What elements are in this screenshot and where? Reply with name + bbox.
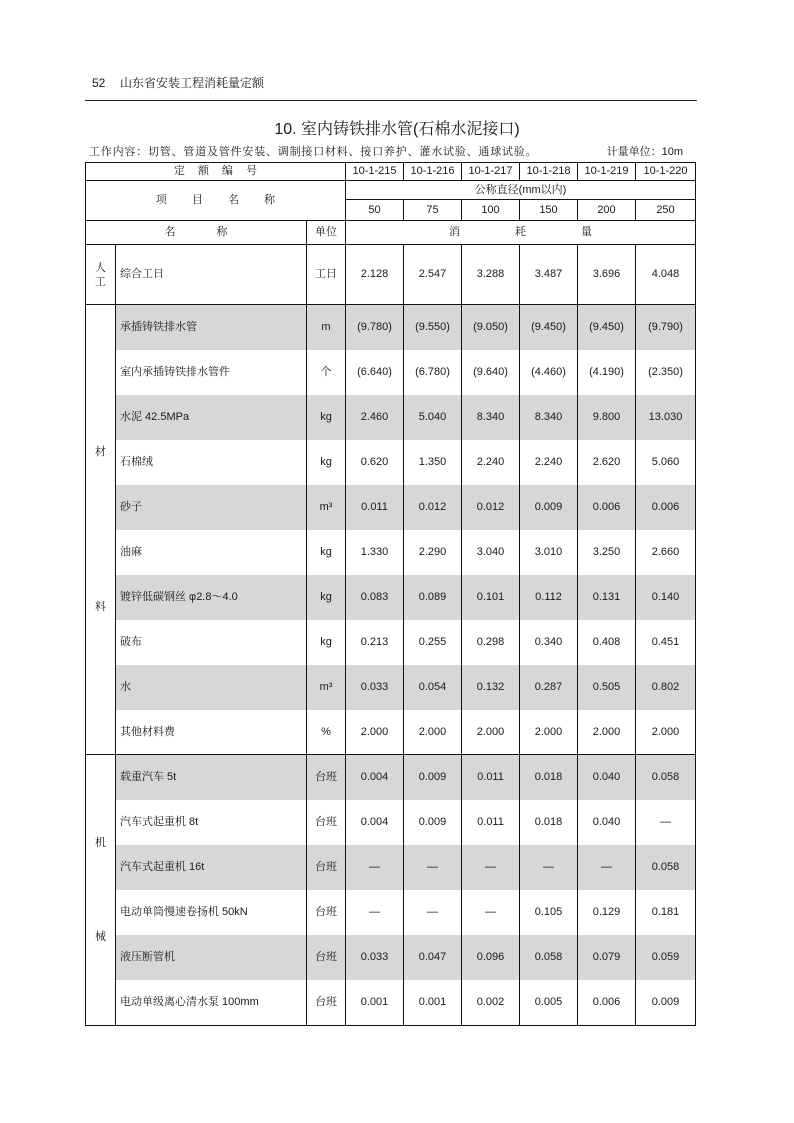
nominal-diameter: 250 [636, 200, 695, 221]
materials-item-value: 0.083 [346, 575, 404, 620]
name-column-header: 名 称 [86, 221, 307, 245]
materials-item-value: 2.240 [462, 440, 520, 485]
materials-item-value: 0.006 [636, 485, 695, 530]
materials-item-value: 0.620 [346, 440, 404, 485]
measure-unit: 计量单位：10m [606, 146, 683, 158]
materials-item-value: (2.350) [636, 350, 695, 395]
materials-item-value: 0.802 [636, 665, 695, 710]
category-materials-char: 料 [95, 600, 106, 613]
machinery-item-name: 电动单级离心清水泵 100mm [116, 980, 307, 1025]
materials-item-value: 2.620 [578, 440, 636, 485]
materials-item-value: 2.000 [520, 710, 578, 755]
machinery-item-value: 0.018 [520, 800, 578, 845]
nominal-diameter: 75 [404, 200, 462, 221]
materials-item-value: 2.000 [462, 710, 520, 755]
item-name-label: 项 目 名 称 [86, 181, 346, 221]
machinery-item-value: — [346, 845, 404, 890]
machinery-item-value: 0.002 [462, 980, 520, 1025]
header-divider [85, 100, 697, 101]
materials-item-value: 1.330 [346, 530, 404, 575]
machinery-item-name: 汽车式起重机 8t [116, 800, 307, 845]
quota-code: 10-1-215 [346, 163, 404, 181]
machinery-item-value: 0.006 [578, 980, 636, 1025]
machinery-item-value: 0.009 [404, 800, 462, 845]
quota-code: 10-1-218 [520, 163, 578, 181]
materials-item-value: (4.460) [520, 350, 578, 395]
materials-item-name: 水泥 42.5MPa [116, 395, 307, 440]
materials-item-value: 8.340 [462, 395, 520, 440]
materials-item-unit: kg [307, 440, 346, 485]
materials-item-value: 3.040 [462, 530, 520, 575]
labor-item-name: 综合工日 [116, 245, 307, 305]
machinery-item-value: 0.011 [462, 800, 520, 845]
materials-item-value: 0.089 [404, 575, 462, 620]
materials-item-value: 13.030 [636, 395, 695, 440]
labor-item-value: 3.487 [520, 245, 578, 305]
materials-item-value: 5.040 [404, 395, 462, 440]
machinery-item-unit: 台班 [307, 845, 346, 890]
materials-item-name: 水 [116, 665, 307, 710]
nominal-diameter-label: 公称直径(mm以内) [346, 181, 695, 200]
quota-code: 10-1-216 [404, 163, 462, 181]
nominal-diameter: 100 [462, 200, 520, 221]
materials-item-value: 0.132 [462, 665, 520, 710]
consumption-column-header: 消 耗 量 [346, 221, 695, 245]
machinery-item-unit: 台班 [307, 755, 346, 800]
machinery-item-value: 0.001 [404, 980, 462, 1025]
materials-item-unit: % [307, 710, 346, 755]
materials-item-name: 砂子 [116, 485, 307, 530]
machinery-item-value: 0.004 [346, 800, 404, 845]
materials-item-unit: m³ [307, 485, 346, 530]
materials-item-value: (9.780) [346, 305, 404, 350]
materials-item-value: 0.213 [346, 620, 404, 665]
labor-item-unit: 工日 [307, 245, 346, 305]
category-machinery-char: 机 [95, 836, 106, 849]
category-machinery-char: 械 [95, 931, 106, 944]
materials-item-value: (9.450) [520, 305, 578, 350]
materials-item-value: 0.287 [520, 665, 578, 710]
materials-item-value: 0.131 [578, 575, 636, 620]
quota-code: 10-1-219 [578, 163, 636, 181]
materials-item-value: 0.101 [462, 575, 520, 620]
materials-item-value: 0.009 [520, 485, 578, 530]
machinery-item-value: 0.018 [520, 755, 578, 800]
machinery-item-value: 0.033 [346, 935, 404, 980]
materials-item-value: (9.550) [404, 305, 462, 350]
materials-item-name: 石棉绒 [116, 440, 307, 485]
machinery-item-value: 0.058 [636, 755, 695, 800]
machinery-item-value: 0.040 [578, 755, 636, 800]
machinery-item-value: 0.181 [636, 890, 695, 935]
labor-item-value: 2.547 [404, 245, 462, 305]
quota-code-label: 定 额 编 号 [86, 163, 346, 181]
materials-item-value: 3.010 [520, 530, 578, 575]
machinery-item-value: 0.011 [462, 755, 520, 800]
materials-item-value: 2.000 [346, 710, 404, 755]
category-labor-char: 人 [95, 261, 106, 274]
machinery-item-value: 0.059 [636, 935, 695, 980]
machinery-item-value: — [462, 845, 520, 890]
materials-item-value: 3.250 [578, 530, 636, 575]
category-materials [86, 305, 116, 755]
materials-item-value: 0.012 [462, 485, 520, 530]
materials-item-unit: kg [307, 395, 346, 440]
machinery-item-unit: 台班 [307, 890, 346, 935]
materials-item-value: 0.340 [520, 620, 578, 665]
materials-item-value: (6.780) [404, 350, 462, 395]
materials-item-value: (6.640) [346, 350, 404, 395]
materials-item-value: (9.790) [636, 305, 695, 350]
materials-item-name: 破布 [116, 620, 307, 665]
materials-item-value: 0.505 [578, 665, 636, 710]
machinery-item-value: — [404, 890, 462, 935]
unit-column-header: 单位 [307, 221, 346, 245]
quota-table [86, 163, 695, 1025]
machinery-item-value: — [346, 890, 404, 935]
materials-item-value: 0.140 [636, 575, 695, 620]
materials-item-value: 0.298 [462, 620, 520, 665]
labor-item-value: 3.288 [462, 245, 520, 305]
materials-item-unit: kg [307, 620, 346, 665]
section-title: 10. 室内铸铁排水管(石棉水泥接口) [274, 121, 520, 138]
materials-item-value: 0.451 [636, 620, 695, 665]
machinery-item-value: 0.001 [346, 980, 404, 1025]
materials-item-value: 2.290 [404, 530, 462, 575]
machinery-item-value: 0.079 [578, 935, 636, 980]
materials-item-value: (9.450) [578, 305, 636, 350]
machinery-item-value: — [520, 845, 578, 890]
machinery-item-value: — [578, 845, 636, 890]
materials-item-name: 承插铸铁排水管 [116, 305, 307, 350]
labor-item-value: 4.048 [636, 245, 695, 305]
machinery-item-name: 电动单筒慢速卷扬机 50kN [116, 890, 307, 935]
machinery-item-value: 0.058 [636, 845, 695, 890]
quota-code: 10-1-217 [462, 163, 520, 181]
materials-item-value: (9.050) [462, 305, 520, 350]
machinery-item-unit: 台班 [307, 980, 346, 1025]
materials-item-value: 2.000 [578, 710, 636, 755]
machinery-item-value: 0.129 [578, 890, 636, 935]
quota-code: 10-1-220 [636, 163, 695, 181]
materials-item-unit: kg [307, 530, 346, 575]
machinery-item-name: 液压断管机 [116, 935, 307, 980]
machinery-item-value: 0.096 [462, 935, 520, 980]
materials-item-name: 镀锌低碳钢丝 φ2.8～4.0 [116, 575, 307, 620]
materials-item-value: (9.640) [462, 350, 520, 395]
machinery-item-value: 0.040 [578, 800, 636, 845]
materials-item-value: 1.350 [404, 440, 462, 485]
materials-item-value: 0.408 [578, 620, 636, 665]
materials-item-unit: m³ [307, 665, 346, 710]
book-title: 山东省安装工程消耗量定额 [120, 76, 265, 90]
labor-item-value: 3.696 [578, 245, 636, 305]
nominal-diameter: 150 [520, 200, 578, 221]
nominal-diameter: 200 [578, 200, 636, 221]
category-labor [86, 245, 116, 305]
machinery-item-value: 0.004 [346, 755, 404, 800]
machinery-item-value: 0.009 [636, 980, 695, 1025]
materials-item-value: 0.054 [404, 665, 462, 710]
materials-item-value: 2.000 [404, 710, 462, 755]
page-number: 52 [92, 76, 106, 90]
machinery-item-value: — [462, 890, 520, 935]
materials-item-value: 2.000 [636, 710, 695, 755]
machinery-item-value: — [636, 800, 695, 845]
materials-item-value: 0.006 [578, 485, 636, 530]
materials-item-unit: 个 [307, 350, 346, 395]
materials-item-name: 油麻 [116, 530, 307, 575]
materials-item-value: (4.190) [578, 350, 636, 395]
category-machinery [86, 755, 116, 1025]
page-header [92, 75, 264, 91]
category-materials-char: 材 [95, 446, 106, 459]
materials-item-value: 8.340 [520, 395, 578, 440]
labor-item-value: 2.128 [346, 245, 404, 305]
machinery-item-unit: 台班 [307, 935, 346, 980]
materials-item-value: 9.800 [578, 395, 636, 440]
machinery-item-name: 载重汽车 5t [116, 755, 307, 800]
materials-item-name: 室内承插铸铁排水管件 [116, 350, 307, 395]
machinery-item-value: 0.105 [520, 890, 578, 935]
category-labor-char: 工 [95, 275, 106, 288]
materials-item-value: 0.012 [404, 485, 462, 530]
materials-item-name: 其他材料费 [116, 710, 307, 755]
materials-item-value: 2.460 [346, 395, 404, 440]
materials-item-unit: m [307, 305, 346, 350]
materials-item-value: 0.033 [346, 665, 404, 710]
machinery-item-value: — [404, 845, 462, 890]
materials-item-value: 0.112 [520, 575, 578, 620]
materials-item-value: 0.255 [404, 620, 462, 665]
nominal-diameter: 50 [346, 200, 404, 221]
machinery-item-value: 0.058 [520, 935, 578, 980]
materials-item-value: 2.240 [520, 440, 578, 485]
machinery-item-value: 0.047 [404, 935, 462, 980]
materials-item-value: 0.011 [346, 485, 404, 530]
machinery-item-value: 0.005 [520, 980, 578, 1025]
machinery-item-name: 汽车式起重机 16t [116, 845, 307, 890]
work-content: 工作内容：切管、管道及管件安装、调制接口材料、接口养护、灌水试验、通球试验。 [89, 146, 538, 158]
materials-item-value: 5.060 [636, 440, 695, 485]
machinery-item-value: 0.009 [404, 755, 462, 800]
machinery-item-unit: 台班 [307, 800, 346, 845]
materials-item-value: 2.660 [636, 530, 695, 575]
materials-item-unit: kg [307, 575, 346, 620]
